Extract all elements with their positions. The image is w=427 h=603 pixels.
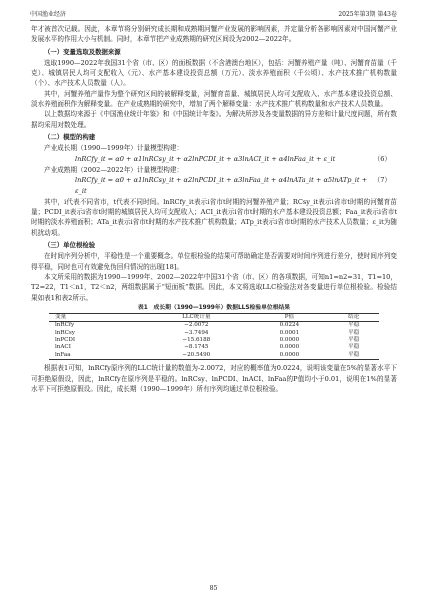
table-cell: 平稳: [329, 352, 380, 360]
page-body: [31, 24, 397, 394]
table-cell: 0.0001: [279, 329, 300, 336]
column-header: P值: [250, 313, 328, 321]
table-cell: −8.1745: [184, 344, 209, 351]
running-header: [30, 8, 397, 21]
equation-7: [31, 175, 397, 197]
paragraph: 产业成长期（1990—1999年）计量模型构建：: [44, 144, 184, 153]
equation-number: （6）: [373, 154, 391, 163]
section-heading-variables: （一）变量选取及数据来源: [44, 47, 121, 56]
paragraph: 其中，i代表不同省市，t代表不同时间。lnRCfy_it表示i省市t时期的河蟹养殖产量；RCsy_it表示i省市t时期的河蟹育苗量；PCDI_it表示i省市t时期的城镇居民人均可支配收入；ACI_it表示i省市t时期的水产基本建设投资总额；Faa_it表示i省市t时期的淡水养殖面积；ATa_it表示i省市t时期的水产技术推广机构数量；ATp_it表示i省市t时期的水产技术人员数量；ε_it为随机扰动项。: [31, 197, 397, 237]
table-cell: 平稳: [348, 322, 360, 329]
table-cell: 0.0000: [279, 337, 300, 344]
table-cell: lnRCfy: [55, 322, 75, 329]
journal-name: 中国渔业经济: [30, 11, 67, 18]
table-row: [49, 344, 379, 351]
column-header: 结论: [329, 313, 380, 321]
table-cell: 平稳: [348, 344, 360, 351]
table-cell: −2.0072: [184, 322, 209, 329]
table-cell: 平稳: [348, 337, 360, 344]
table-row: [49, 352, 379, 360]
paragraph: 根据表1可知，lnRCfy原序列的LLC统计量的数值为-2.0072，对应的概率值为0.0224，说明该变量在5%的显著水平下可拒绝原假设，因此，lnRCfy在原序列是平稳的。lnRCsy、lnPCDI、lnACI、lnFaa的P值均小于0.01，说明在1%的显著水平下可拒绝原假设。因此，成长期（1990—1999年）所有序列均通过单位根检验。: [31, 364, 397, 393]
llc-results-table: [49, 313, 379, 360]
table-cell: −20.5490: [142, 352, 250, 360]
table-cell: −15.6188: [182, 337, 211, 344]
table-cell: −3.7494: [184, 329, 209, 336]
table-cell: 0.0000: [279, 344, 300, 351]
table-cell: lnFaa: [49, 352, 142, 360]
equation-number: （7）: [373, 175, 391, 184]
paragraph: 选取1990—2022年我国31个省（市、区）的面板数据（不含港澳台地区），包括：河蟹养殖产量（吨）、河蟹育苗量（千克）、城镇居民人均可支配收入（元）、水产基本建设投资总额（万元）、淡水养殖面积（千公顷）、水产技术推广机构数量（个）、水产技术人员数量（人）。: [31, 58, 397, 88]
table-cell: 0.0000: [250, 352, 328, 360]
paragraph: 以上数据均来源于《中国渔业统计年鉴》和《中国统计年鉴》。为解决所涉及各变量数据的异方差和计量尺度问题，所有数据均采用对数处理。: [31, 110, 397, 129]
table-row: [49, 337, 379, 344]
table-cell: lnPCDI: [55, 337, 76, 344]
table-cell: lnRCsy: [55, 329, 75, 336]
section-heading-unit-root: （三）单位根检验: [44, 241, 96, 250]
column-header: 变量: [49, 313, 142, 321]
table-row: [49, 330, 379, 337]
equation-6: [31, 154, 397, 165]
equation-body: lnRCfy_it = α0 + α1lnRCsy_it + α2lnPCDI_it + α3lnACI_it + α4lnFaa_it + ε_it: [75, 154, 336, 163]
issue-info: 2025年第3期 第43卷: [338, 11, 397, 18]
section-heading-model: （二）模型的构建: [44, 132, 96, 141]
column-header: LLC统计量: [142, 313, 250, 321]
paragraph: 年才被首次记载。因此，本章节将分别研究成长期和成熟期河蟹产业发展的影响因素，并定量分析各影响因素对中国河蟹产业发展水平的作用大小与机制。同时，本章节把产业成熟期的研究区间设为2002—2022年。: [31, 25, 397, 44]
table-cell: lnACI: [55, 344, 71, 351]
paragraph: 产业成熟期（2002—2022年）计量模型构建：: [44, 165, 184, 174]
table-cell: 平稳: [348, 329, 360, 336]
page-number: 85: [209, 585, 218, 592]
table-header-row: [49, 313, 379, 321]
table-caption: 表1 成长期（1990—1999年）数据LLS检验单位根结果: [137, 304, 291, 311]
paragraph: 在时间序列分析中，平稳性是一个重要概念。单位根检验的结果可帮助确定是否需要对时间序列进行差分，使时间序列变得平稳，同时也可有效避免伪回归情况的出现[18]。: [31, 252, 397, 271]
table-row: [49, 322, 379, 330]
table-cell: 0.0224: [279, 322, 300, 329]
paragraph: 本文所采用的数据为1990—1999年、2002—2022年中国31个省（市、区）的各项数据，可知n1=n2=31，T1=10，T2=22，T1＜n1，T2＜n2，两组数据属于“短面板”数据。因此，本文将选取LLC检验法对各变量进行单位根检验。检验结果如表1和表2所示。: [31, 272, 397, 302]
paragraph: 其中，河蟹养殖产量作为整个研究区间的被解释变量，河蟹育苗量、城镇居民人均可支配收入、水产基本建设投资总额、淡水养殖面积作为解释变量。在产业成熟期的研究中，增加了两个解释变量：水产技术推广机构数量和水产技术人员数量。: [31, 89, 397, 109]
equation-body: lnRCfy_it = α0 + α1lnRCsy_it + α2lnPCDI_it + α3lnFaa_it + α4lnATa_it + α5lnATp_it + ε_it: [75, 175, 368, 195]
